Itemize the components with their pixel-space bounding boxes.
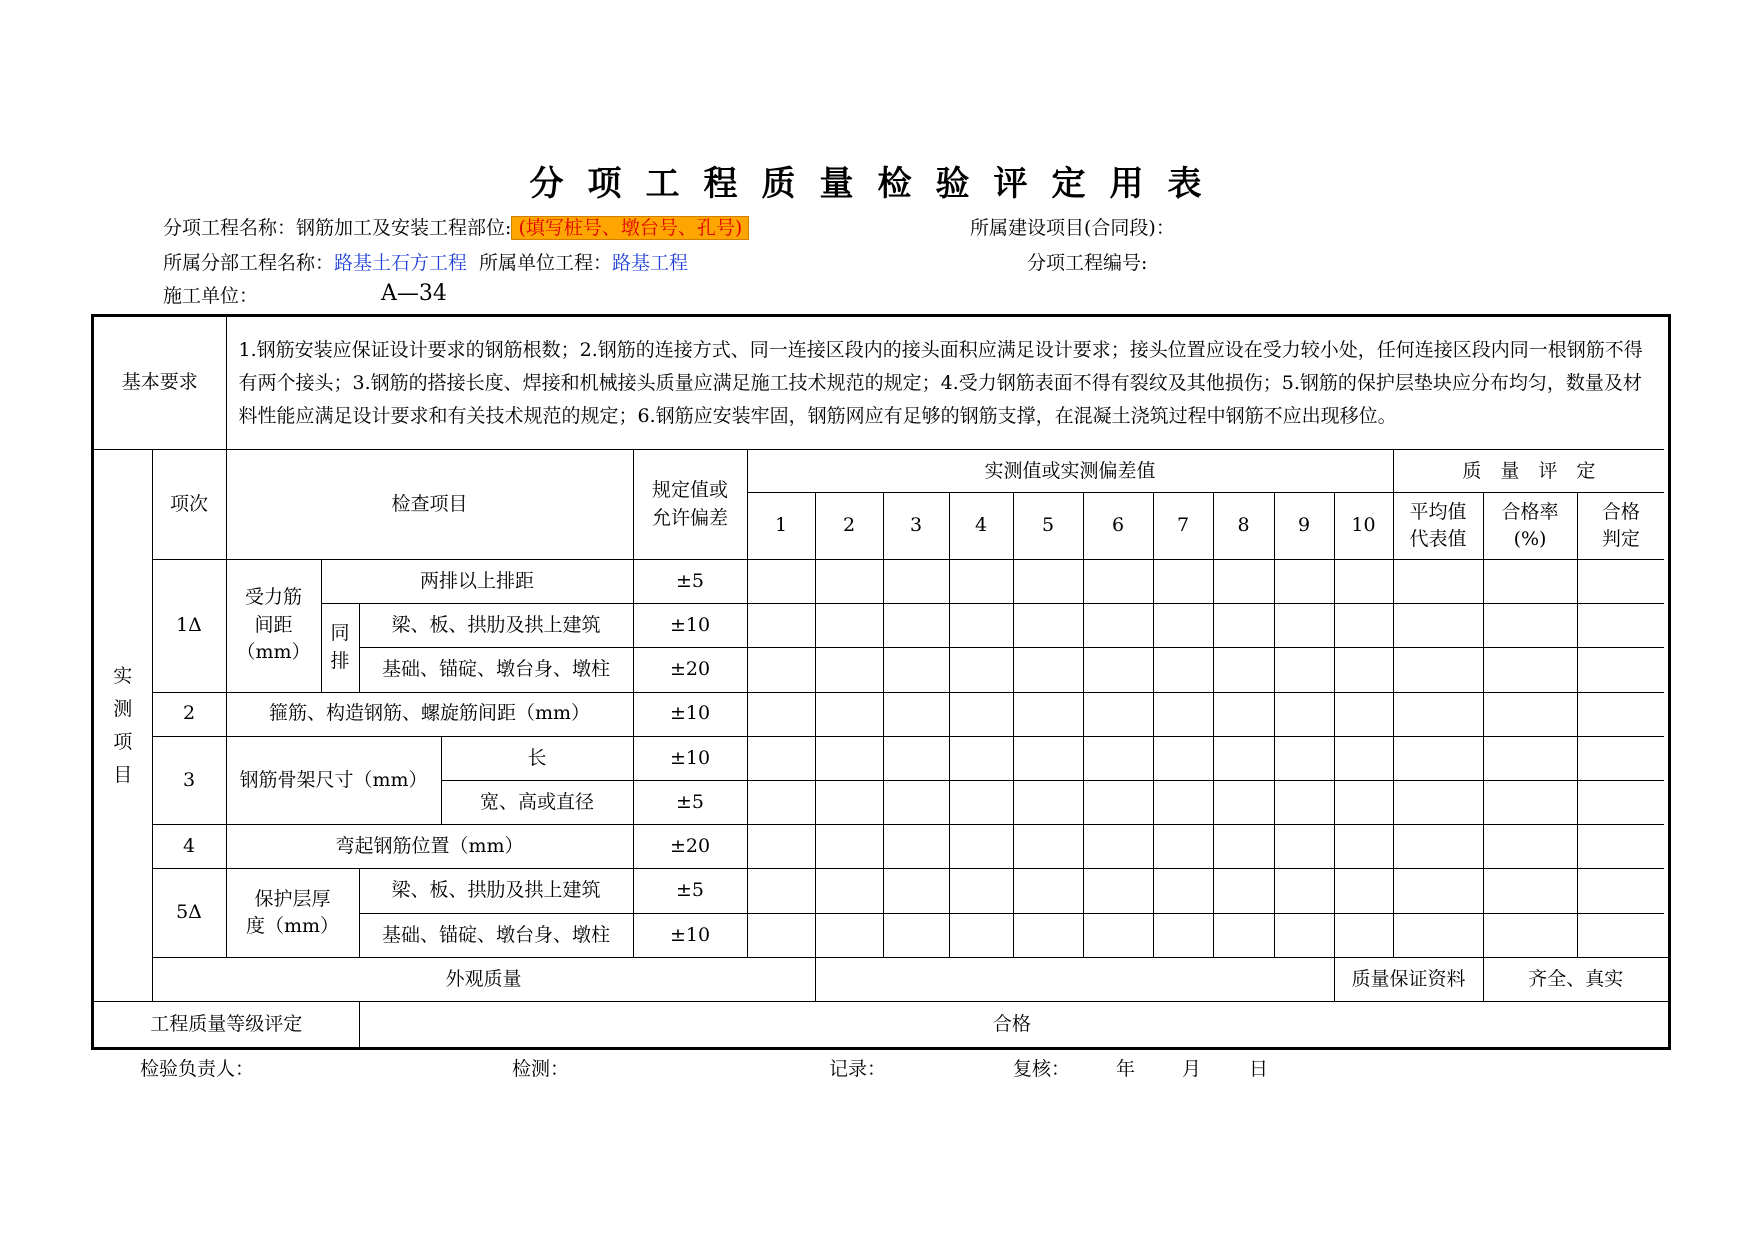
value-cell[interactable] [1334,913,1393,957]
value-cell[interactable] [949,648,1013,692]
value-cell[interactable] [1213,869,1274,913]
row-2-no: 2 [152,692,226,736]
col-quality-eval: 质 量 评 定 [1393,450,1664,493]
value-cell[interactable] [883,825,949,869]
col-spec: 规定值或 允许偏差 [633,450,747,560]
value-cell[interactable] [1013,913,1083,957]
part-label: 工程部位: [429,217,512,239]
value-cell[interactable] [1334,692,1393,736]
value-cell[interactable] [747,692,815,736]
value-col-7: 7 [1153,493,1213,559]
value-cell[interactable] [815,559,883,603]
rate-cell[interactable] [1483,825,1577,869]
table-row [94,869,1668,913]
value-cell[interactable] [1013,648,1083,692]
value-cell[interactable] [949,692,1013,736]
value-cell[interactable] [1274,869,1334,913]
row-2-spec: ±10 [633,692,747,736]
form-title: 分项工程质量检验评定用表 [529,164,1226,204]
measured-side-label: 实 测 项 目 [94,450,152,1002]
header-line-1 [163,216,749,240]
basic-label: 基本要求 [94,317,226,450]
row-4-item: 弯起钢筋位置（mm） [226,825,633,869]
assurance-value: 齐全、真实 [1483,957,1668,1001]
table-row [94,692,1668,736]
judge-cell[interactable] [1577,825,1664,869]
col-check-item: 检查项目 [226,450,633,560]
value-cell[interactable] [815,869,883,913]
value-cell[interactable] [1274,648,1334,692]
value-col-9: 9 [1274,493,1334,559]
row-5-no: 5Δ [152,869,226,957]
row-3b-item: 宽、高或直径 [441,780,633,824]
rate-cell[interactable] [1483,780,1577,824]
value-cell[interactable] [1274,825,1334,869]
value-cell[interactable] [1083,736,1153,780]
value-cell[interactable] [1334,559,1393,603]
value-cell[interactable] [1153,604,1213,648]
value-cell[interactable] [747,604,815,648]
avg-cell[interactable] [1393,648,1483,692]
judge-cell[interactable] [1577,559,1664,603]
value-cell[interactable] [1013,825,1083,869]
value-cell[interactable] [1083,869,1153,913]
row-1b-spec: ±10 [633,604,747,648]
avg-cell[interactable] [1393,559,1483,603]
value-col-8: 8 [1213,493,1274,559]
footer-day: 日 [1249,1058,1269,1080]
value-cell[interactable] [1013,736,1083,780]
value-cell[interactable] [1153,825,1213,869]
row-3-group: 钢筋骨架尺寸（mm） [226,736,441,824]
value-cell[interactable] [747,913,815,957]
item-name-value: 钢筋加工及安装 [296,217,430,239]
value-cell[interactable] [747,869,815,913]
value-cell[interactable] [1274,692,1334,736]
measured-header-row-1 [94,450,1668,493]
value-col-4: 4 [949,493,1013,559]
value-cell[interactable] [747,559,815,603]
value-cell[interactable] [883,736,949,780]
value-cell[interactable] [883,692,949,736]
value-cell[interactable] [815,604,883,648]
basic-text: 1.钢筋安装应保证设计要求的钢筋根数；2.钢筋的连接方式、同一连接区段内的接头面积应满足设计要求；接头位置应设在受力较小处，任何连接区段内同一根钢筋不得有两个接头；3.钢筋的搭接长度、焊接和机械接头质量应满足施工技术规范的规定；4.受力钢筋表面不得有裂纹及其他损伤；5.钢筋的保护层垫块应分布均匀，数量及材料性能应满足设计要求和有关技术规范的规定；6.钢筋应安装牢固，钢筋网应有足够的钢筋支撑，在混凝土浇筑过程中钢筋不应出现移位。 [226,317,1664,450]
value-cell[interactable] [815,692,883,736]
judge-cell[interactable] [1577,736,1664,780]
row-1c-item: 基础、锚碇、墩台身、墩柱 [359,648,633,692]
value-cell[interactable] [1153,913,1213,957]
grade-label: 工程质量等级评定 [94,1002,359,1047]
judge-cell[interactable] [1577,869,1664,913]
value-cell[interactable] [1274,604,1334,648]
value-col-2: 2 [815,493,883,559]
footer-month: 月 [1182,1058,1202,1080]
value-cell[interactable] [1153,692,1213,736]
value-cell[interactable] [815,648,883,692]
contractor-label: 施工单位： [163,285,259,307]
inspection-form [91,314,1671,1050]
appearance-value[interactable] [815,957,1334,1001]
value-cell[interactable] [1334,604,1393,648]
row-1-same-row: 同 排 [321,604,359,692]
value-cell[interactable] [1213,692,1274,736]
value-cell[interactable] [949,913,1013,957]
value-cell[interactable] [1153,736,1213,780]
value-cell[interactable] [1013,604,1083,648]
value-cell[interactable] [815,825,883,869]
col-item-no: 项次 [152,450,226,560]
avg-cell[interactable] [1393,736,1483,780]
judge-cell[interactable] [1577,913,1664,957]
col-measured-values: 实测值或实测偏差值 [747,450,1393,493]
row-1-group: 受力筋 间距 （mm） [226,559,321,692]
row-3b-spec: ±5 [633,780,747,824]
value-cell[interactable] [1213,736,1274,780]
row-1c-spec: ±20 [633,648,747,692]
grade-row [94,1002,1668,1047]
value-cell[interactable] [1274,736,1334,780]
row-2-item: 箍筋、构造钢筋、螺旋筋间距（mm） [226,692,633,736]
avg-cell[interactable] [1393,780,1483,824]
item-no-label: 分项工程编号: [1027,252,1148,274]
basic-requirements-row [94,317,1668,450]
value-cell[interactable] [1153,559,1213,603]
judge-cell[interactable] [1577,604,1664,648]
appearance-label: 外观质量 [152,957,815,1001]
avg-cell[interactable] [1393,869,1483,913]
table-row [94,604,1668,648]
value-col-5: 5 [1013,493,1083,559]
value-cell[interactable] [1334,825,1393,869]
value-cell[interactable] [747,648,815,692]
header-line-2 [163,251,688,275]
value-cell[interactable] [815,736,883,780]
avg-cell[interactable] [1393,692,1483,736]
judge-cell[interactable] [1577,780,1664,824]
avg-cell[interactable] [1393,604,1483,648]
inspection-table [94,317,1668,1047]
value-cell[interactable] [949,736,1013,780]
value-cell[interactable] [747,825,815,869]
value-cell[interactable] [1083,780,1153,824]
value-col-1: 1 [747,493,815,559]
row-4-spec: ±20 [633,825,747,869]
row-5a-spec: ±5 [633,869,747,913]
row-3a-spec: ±10 [633,736,747,780]
row-5a-item: 梁、板、拱肋及拱上建筑 [359,869,633,913]
row-5-group: 保护层厚 度（mm） [226,869,359,957]
table-row [94,825,1668,869]
avg-cell[interactable] [1393,825,1483,869]
col-pass-rate: 合格率 (%) [1483,493,1577,559]
value-cell[interactable] [1013,692,1083,736]
row-1a-item: 两排以上排距 [321,559,633,603]
value-cell[interactable] [747,736,815,780]
col-judgement: 合格 判定 [1577,493,1664,559]
footer-year: 年 [1116,1058,1136,1080]
value-cell[interactable] [883,913,949,957]
value-cell[interactable] [1334,869,1393,913]
value-cell[interactable] [1274,780,1334,824]
value-cell[interactable] [815,780,883,824]
footer-testing: 检测： [512,1058,570,1080]
value-cell[interactable] [1213,559,1274,603]
value-col-3: 3 [883,493,949,559]
rate-cell[interactable] [1483,604,1577,648]
value-cell[interactable] [747,780,815,824]
appearance-row [94,957,1668,1001]
value-cell[interactable] [1013,559,1083,603]
judge-cell[interactable] [1577,692,1664,736]
value-cell[interactable] [1083,648,1153,692]
footer-review: 复核： [1013,1058,1071,1080]
value-cell[interactable] [949,825,1013,869]
value-cell[interactable] [1213,648,1274,692]
avg-cell[interactable] [1393,913,1483,957]
rate-cell[interactable] [1483,736,1577,780]
value-cell[interactable] [949,869,1013,913]
footer-record: 记录： [829,1058,887,1080]
row-4-no: 4 [152,825,226,869]
value-cell[interactable] [1013,780,1083,824]
value-cell[interactable] [1213,913,1274,957]
form-code: A—34 [381,281,447,306]
row-5b-spec: ±10 [633,913,747,957]
row-1-no: 1Δ [152,559,226,692]
value-cell[interactable] [1153,648,1213,692]
value-cell[interactable] [1213,780,1274,824]
judge-cell[interactable] [1577,648,1664,692]
value-cell[interactable] [883,869,949,913]
rate-cell[interactable] [1483,913,1577,957]
value-cell[interactable] [1153,869,1213,913]
row-3a-item: 长 [441,736,633,780]
unit-project-label: 所属单位工程： [479,252,613,274]
value-cell[interactable] [883,780,949,824]
value-cell[interactable] [949,604,1013,648]
value-cell[interactable] [1334,648,1393,692]
row-5b-item: 基础、锚碇、墩台身、墩柱 [359,913,633,957]
value-cell[interactable] [1083,825,1153,869]
value-cell[interactable] [949,780,1013,824]
value-cell[interactable] [1274,913,1334,957]
value-cell[interactable] [1153,780,1213,824]
rate-cell[interactable] [1483,692,1577,736]
value-cell[interactable] [1083,913,1153,957]
value-cell[interactable] [1083,692,1153,736]
value-cell[interactable] [1083,559,1153,603]
value-cell[interactable] [1334,780,1393,824]
rate-cell[interactable] [1483,869,1577,913]
project-label: 所属建设项目(合同段)： [970,217,1175,239]
value-cell[interactable] [1213,825,1274,869]
row-3-no: 3 [152,736,226,824]
row-1a-spec: ±5 [633,559,747,603]
value-cell[interactable] [1013,869,1083,913]
value-cell[interactable] [1334,736,1393,780]
value-cell[interactable] [1083,604,1153,648]
footer-inspector: 检验负责人： [140,1058,255,1080]
division-value: 路基土石方工程 [334,252,468,274]
rate-cell[interactable] [1483,559,1577,603]
value-cell[interactable] [815,913,883,957]
unit-project-value: 路基工程 [612,252,689,274]
table-row [94,559,1668,603]
row-1b-item: 梁、板、拱肋及拱上建筑 [359,604,633,648]
rate-cell[interactable] [1483,648,1577,692]
col-average: 平均值 代表值 [1393,493,1483,559]
value-cell[interactable] [1213,604,1274,648]
table-row [94,736,1668,780]
assurance-label: 质量保证资料 [1334,957,1483,1001]
value-cell[interactable] [883,559,949,603]
item-name-label: 分项工程名称： [163,217,297,239]
part-value-highlight: (填写桩号、墩台号、孔号) [511,216,749,240]
value-cell[interactable] [1274,559,1334,603]
value-col-6: 6 [1083,493,1153,559]
grade-value: 合格 [359,1002,1664,1047]
value-cell[interactable] [949,559,1013,603]
value-cell[interactable] [883,604,949,648]
value-cell[interactable] [883,648,949,692]
value-col-10: 10 [1334,493,1393,559]
division-label: 所属分部工程名称： [163,252,335,274]
